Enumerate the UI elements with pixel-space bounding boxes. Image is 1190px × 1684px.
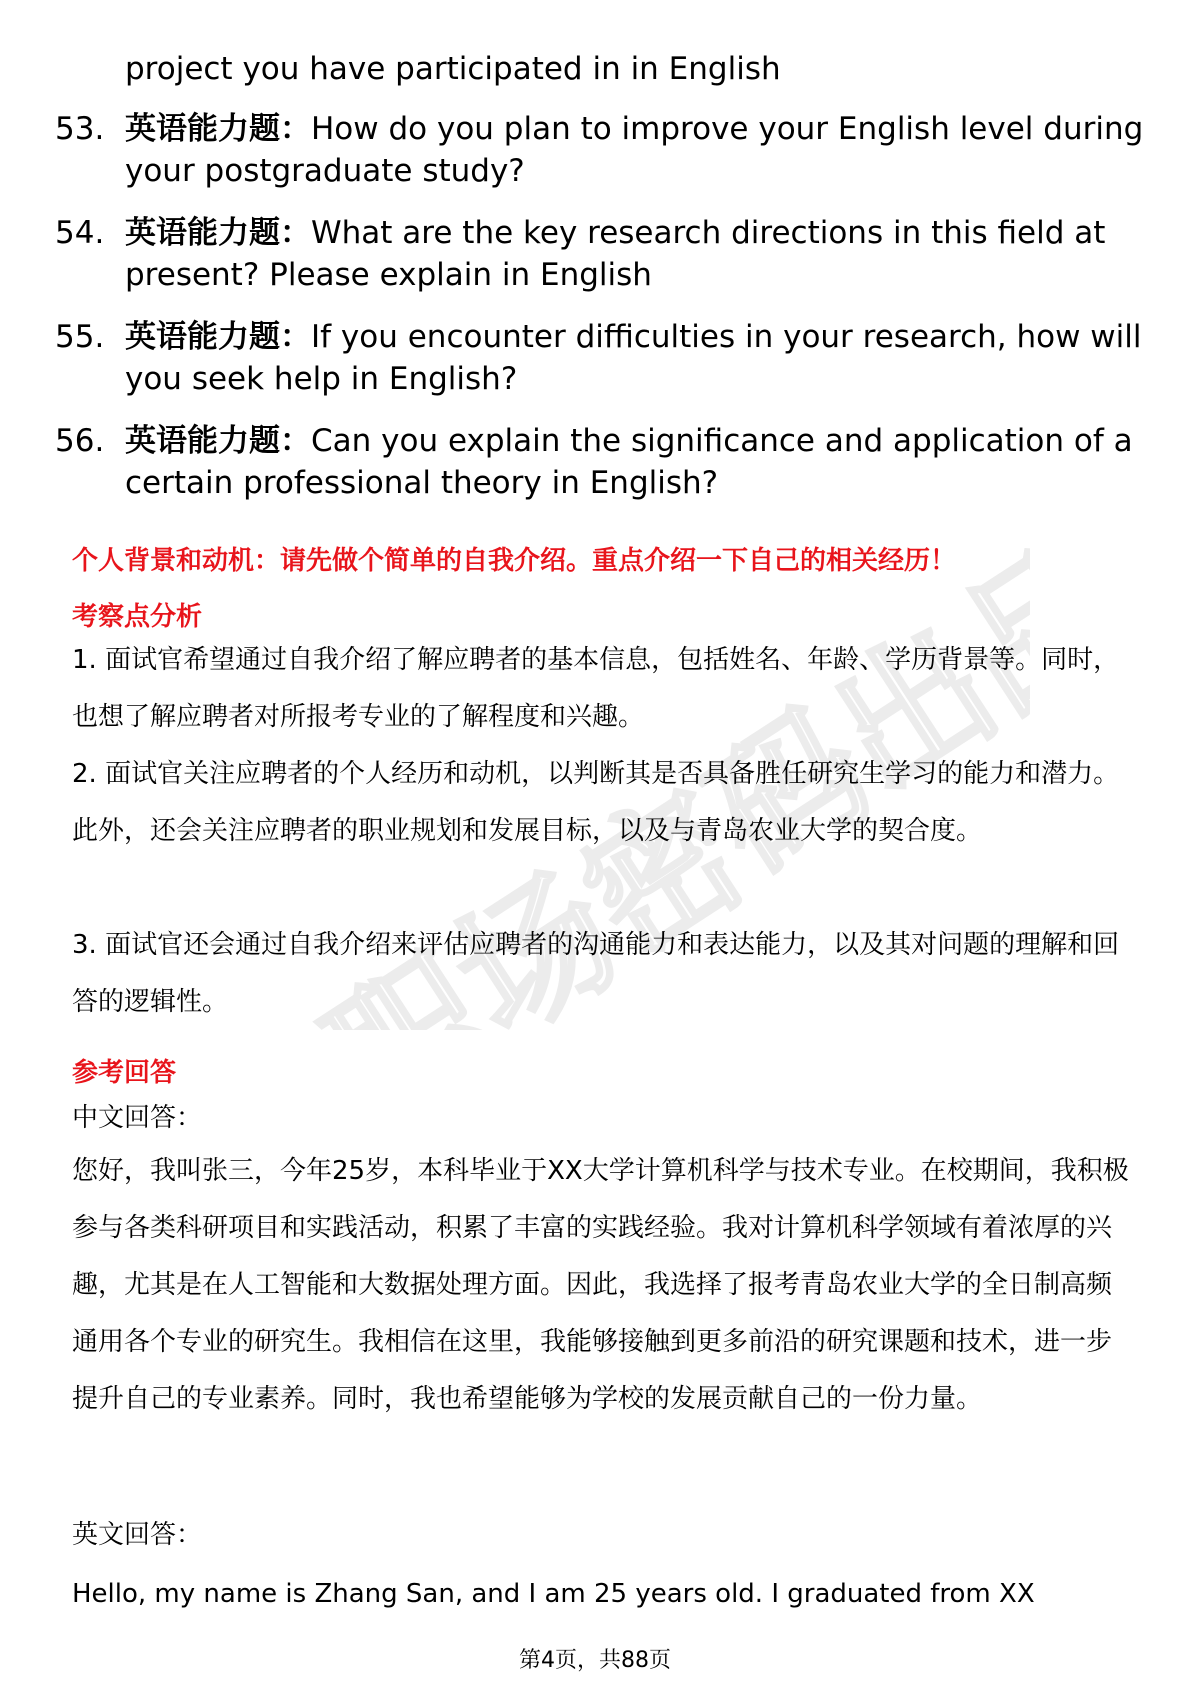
question-number: 56. <box>55 423 105 459</box>
chinese-answer: 您好，我叫张三，今年25岁，本科毕业于XX大学计算机科学与技术专业。在校期间，我积极参与各类科研项目和实践活动，积累了丰富的实践经验。我对计算机科学领域有着浓厚的兴趣，尤其是在人工智能和大数据处理方面。因此，我选择了报考青岛农业大学的全日制高频通用各个专业的研究生。我相信在这里，我能够接触到更多前沿的研究课题和技术，进一步提升自己的专业素养。同时，我也希望能够为学校的发展贡献自己的一份力量。 <box>72 1156 1129 1414</box>
question-list <box>55 108 1145 524</box>
question-item <box>55 212 1145 296</box>
question-item <box>55 316 1145 400</box>
question-number: 54. <box>55 215 105 251</box>
section-title: 个人背景和动机：请先做个简单的自我介绍。重点介绍一下自己的相关经历！ <box>72 546 957 576</box>
question-text: What are the key research directions in this field at present? Please explain in English <box>125 215 1106 293</box>
analysis-point-3: 3. 面试官还会通过自我介绍来评估应聘者的沟通能力和表达能力，以及其对问题的理解和回答的逻辑性。 <box>72 930 1120 1017</box>
analysis-point-2: 2. 面试官关注应聘者的个人经历和动机，以判断其是否具备胜任研究生学习的能力和潜力。此外，还会关注应聘者的职业规划和发展目标，以及与青岛农业大学的契合度。 <box>72 759 1120 846</box>
english-answer-label: 英文回答： <box>72 1520 203 1550</box>
question-tag: 英语能力题： <box>125 215 311 251</box>
question-tag: 英语能力题： <box>125 111 311 147</box>
answer-heading: 参考回答 <box>72 1058 177 1088</box>
question-tag: 英语能力题： <box>125 319 311 355</box>
question-item <box>55 420 1145 504</box>
question-text: If you encounter difficulties in your research, how will you seek help in English? <box>125 319 1142 397</box>
question-text: Can you explain the significance and application of a certain professional theory in English? <box>125 423 1133 501</box>
question-number: 55. <box>55 319 105 355</box>
question-item <box>55 108 1145 192</box>
question-continued-line: project you have participated in in English <box>125 51 781 87</box>
page-footer: 第4页，共88页 <box>519 1648 671 1673</box>
question-text: How do you plan to improve your English level during your postgraduate study? <box>125 111 1144 189</box>
english-answer: Hello, my name is Zhang San, and I am 25 years old. I graduated from XX <box>72 1579 1035 1609</box>
watermark-text: 职场密码出品 <box>301 515 1030 1030</box>
question-number: 53. <box>55 111 105 147</box>
chinese-answer-label: 中文回答： <box>72 1103 203 1133</box>
analysis-point-1: 1. 面试官希望通过自我介绍了解应聘者的基本信息，包括姓名、年龄、学历背景等。同时，也想了解应聘者对所报考专业的了解程度和兴趣。 <box>72 645 1120 732</box>
analysis-heading: 考察点分析 <box>72 602 203 632</box>
question-tag: 英语能力题： <box>125 423 311 459</box>
